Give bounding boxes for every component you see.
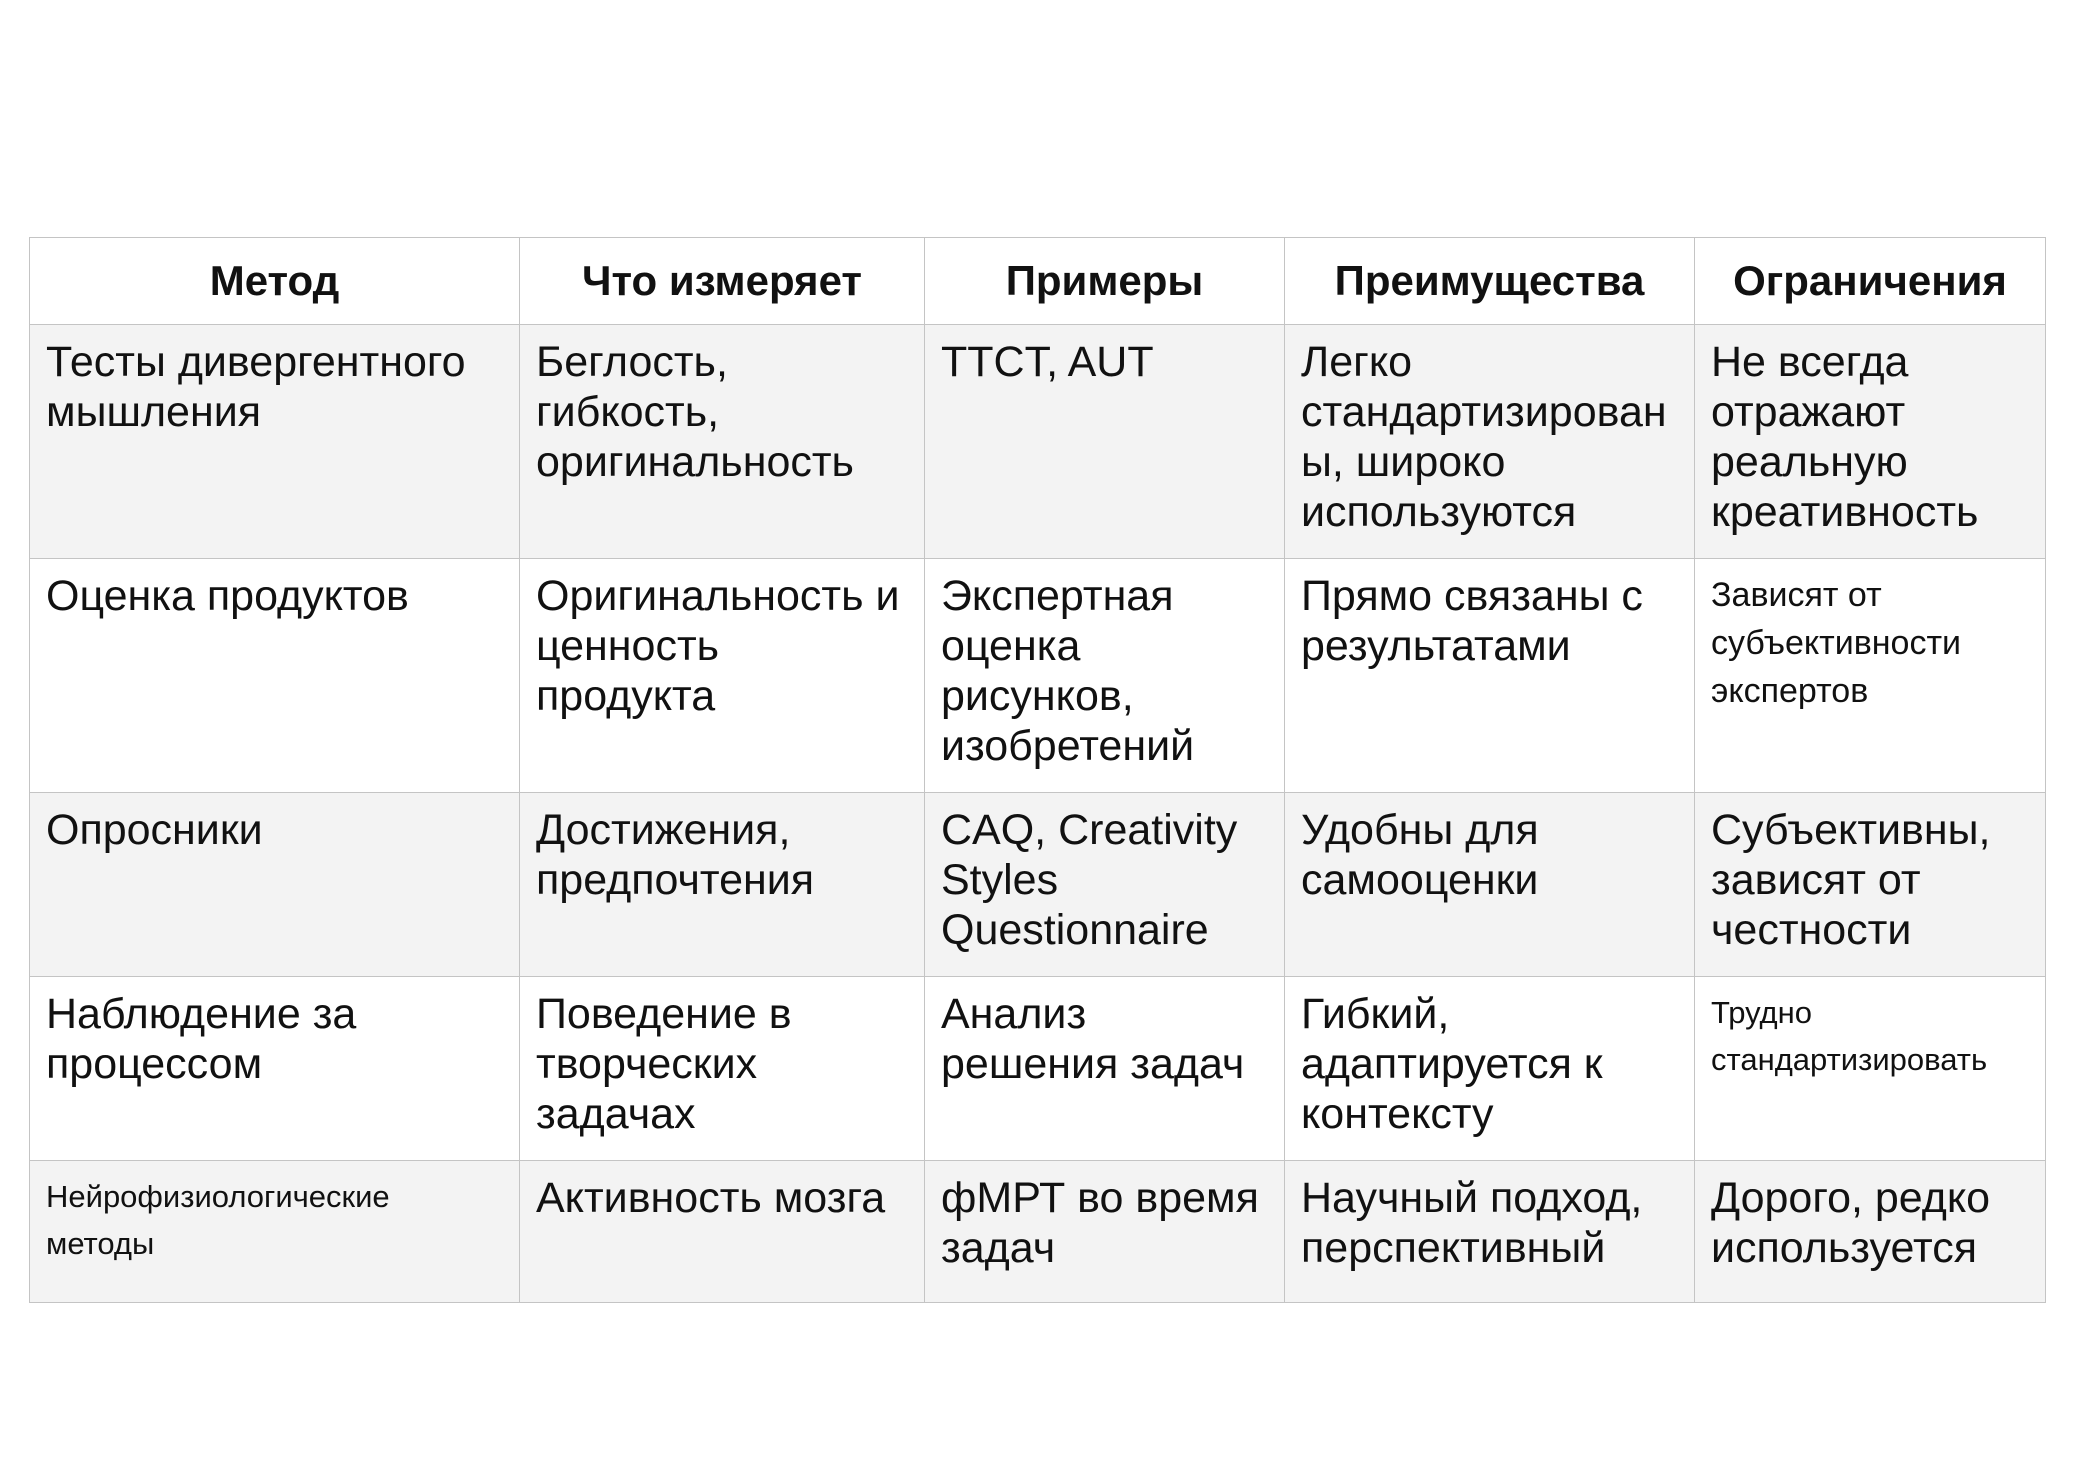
cell-measures: Оригинальность и ценность продукта xyxy=(520,559,925,793)
cell-examples: Экспертная оценка рисунков, изобретений xyxy=(925,559,1285,793)
cell-measures: Активность мозга xyxy=(520,1161,925,1303)
cell-advantages: Гибкий, адаптируется к контексту xyxy=(1285,977,1695,1161)
cell-method: Наблюдение за процессом xyxy=(30,977,520,1161)
cell-limitations: Не всегда отражают реальную креативность xyxy=(1695,325,2046,559)
header-limitations: Ограничения xyxy=(1695,238,2046,325)
table-row xyxy=(30,1161,2046,1303)
header-measures: Что измеряет xyxy=(520,238,925,325)
table-row xyxy=(30,559,2046,793)
table-row xyxy=(30,977,2046,1161)
cell-method: Опросники xyxy=(30,793,520,977)
cell-limitations: Зависят от субъективности экспертов xyxy=(1695,559,2046,793)
header-row xyxy=(30,238,2046,325)
header-method: Метод xyxy=(30,238,520,325)
cell-limitations: Трудно стандартизировать xyxy=(1695,977,2046,1161)
cell-limitations: Субъективны, зависят от честности xyxy=(1695,793,2046,977)
cell-measures: Беглость, гибкость, оригинальность xyxy=(520,325,925,559)
comparison-table xyxy=(29,237,2046,1303)
cell-measures: Поведение в творческих задачах xyxy=(520,977,925,1161)
table-row xyxy=(30,325,2046,559)
table-row xyxy=(30,793,2046,977)
cell-examples: Анализ решения задач xyxy=(925,977,1285,1161)
cell-advantages: Удобны для самооценки xyxy=(1285,793,1695,977)
cell-advantages: Прямо связаны с результатами xyxy=(1285,559,1695,793)
cell-limitations: Дорого, редко используется xyxy=(1695,1161,2046,1303)
header-examples: Примеры xyxy=(925,238,1285,325)
cell-examples: фМРТ во время задач xyxy=(925,1161,1285,1303)
cell-examples: CAQ, Creativity Styles Questionnaire xyxy=(925,793,1285,977)
header-advantages: Преимущества xyxy=(1285,238,1695,325)
cell-measures: Достижения, предпочтения xyxy=(520,793,925,977)
cell-method: Оценка продуктов xyxy=(30,559,520,793)
cell-method: Тесты дивергентного мышления xyxy=(30,325,520,559)
cell-method: Нейрофизиологические методы xyxy=(30,1161,520,1303)
cell-examples: TTCT, AUT xyxy=(925,325,1285,559)
cell-advantages: Научный подход, перспективный xyxy=(1285,1161,1695,1303)
cell-advantages: Легко стандартизированы, широко используются xyxy=(1285,325,1695,559)
